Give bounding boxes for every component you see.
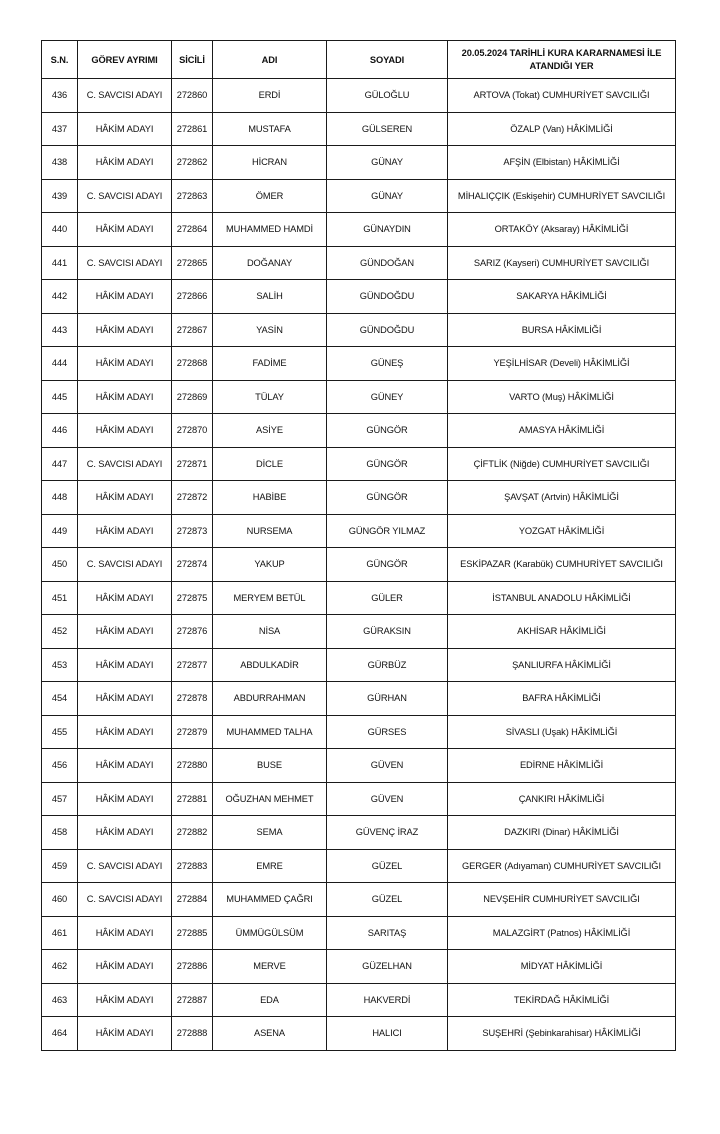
cell-last-name: SARITAŞ xyxy=(327,916,448,950)
cell-last-name: HAKVERDİ xyxy=(327,983,448,1017)
header-registry: SİCİLİ xyxy=(172,41,213,79)
cell-registry: 272868 xyxy=(172,347,213,381)
cell-appointment-place: TEKİRDAĞ HÂKİMLİĞİ xyxy=(448,983,676,1017)
cell-duty: HÂKİM ADAYI xyxy=(78,816,172,850)
cell-sn: 460 xyxy=(42,883,78,917)
cell-last-name: GÜVEN xyxy=(327,782,448,816)
cell-registry: 272877 xyxy=(172,648,213,682)
cell-sn: 446 xyxy=(42,414,78,448)
cell-first-name: ASİYE xyxy=(213,414,327,448)
table-row xyxy=(42,615,676,649)
cell-sn: 444 xyxy=(42,347,78,381)
cell-registry: 272860 xyxy=(172,79,213,113)
cell-last-name: HALICI xyxy=(327,1017,448,1051)
cell-appointment-place: VARTO (Muş) HÂKİMLİĞİ xyxy=(448,380,676,414)
cell-registry: 272881 xyxy=(172,782,213,816)
cell-first-name: MERYEM BETÜL xyxy=(213,581,327,615)
cell-first-name: ABDURRAHMAN xyxy=(213,682,327,716)
cell-last-name: GÜRAKSIN xyxy=(327,615,448,649)
cell-sn: 448 xyxy=(42,481,78,515)
table-row xyxy=(42,146,676,180)
cell-sn: 445 xyxy=(42,380,78,414)
cell-duty: HÂKİM ADAYI xyxy=(78,280,172,314)
cell-duty: C. SAVCISI ADAYI xyxy=(78,883,172,917)
cell-sn: 456 xyxy=(42,749,78,783)
cell-first-name: MERVE xyxy=(213,950,327,984)
cell-appointment-place: BURSA HÂKİMLİĞİ xyxy=(448,313,676,347)
cell-appointment-place: NEVŞEHİR CUMHURİYET SAVCILIĞI xyxy=(448,883,676,917)
cell-appointment-place: İSTANBUL ANADOLU HÂKİMLİĞİ xyxy=(448,581,676,615)
table-row xyxy=(42,1017,676,1051)
cell-duty: HÂKİM ADAYI xyxy=(78,112,172,146)
header-sn: S.N. xyxy=(42,41,78,79)
cell-sn: 436 xyxy=(42,79,78,113)
cell-duty: C. SAVCISI ADAYI xyxy=(78,79,172,113)
cell-registry: 272861 xyxy=(172,112,213,146)
cell-appointment-place: MALAZGİRT (Patnos) HÂKİMLİĞİ xyxy=(448,916,676,950)
cell-duty: HÂKİM ADAYI xyxy=(78,950,172,984)
table-body xyxy=(42,79,676,1051)
cell-registry: 272863 xyxy=(172,179,213,213)
cell-last-name: GÜZEL xyxy=(327,849,448,883)
cell-last-name: GÜNDOĞDU xyxy=(327,280,448,314)
cell-appointment-place: BAFRA HÂKİMLİĞİ xyxy=(448,682,676,716)
cell-registry: 272866 xyxy=(172,280,213,314)
cell-duty: C. SAVCISI ADAYI xyxy=(78,179,172,213)
table-row xyxy=(42,347,676,381)
cell-sn: 457 xyxy=(42,782,78,816)
header-row xyxy=(42,41,676,79)
cell-registry: 272867 xyxy=(172,313,213,347)
table-row xyxy=(42,749,676,783)
cell-duty: HÂKİM ADAYI xyxy=(78,782,172,816)
cell-last-name: GÜNAYDIN xyxy=(327,213,448,247)
cell-duty: HÂKİM ADAYI xyxy=(78,514,172,548)
cell-sn: 441 xyxy=(42,246,78,280)
table-row xyxy=(42,581,676,615)
appointment-table xyxy=(41,40,676,1051)
cell-appointment-place: GERGER (Adıyaman) CUMHURİYET SAVCILIĞI xyxy=(448,849,676,883)
cell-appointment-place: SAKARYA HÂKİMLİĞİ xyxy=(448,280,676,314)
cell-sn: 451 xyxy=(42,581,78,615)
cell-duty: HÂKİM ADAYI xyxy=(78,213,172,247)
cell-duty: HÂKİM ADAYI xyxy=(78,581,172,615)
cell-duty: HÂKİM ADAYI xyxy=(78,715,172,749)
cell-appointment-place: ÇİFTLİK (Niğde) CUMHURİYET SAVCILIĞI xyxy=(448,447,676,481)
cell-last-name: GÜNGÖR xyxy=(327,447,448,481)
cell-duty: HÂKİM ADAYI xyxy=(78,682,172,716)
cell-appointment-place: AMASYA HÂKİMLİĞİ xyxy=(448,414,676,448)
cell-sn: 453 xyxy=(42,648,78,682)
cell-sn: 443 xyxy=(42,313,78,347)
cell-registry: 272883 xyxy=(172,849,213,883)
cell-first-name: YAKUP xyxy=(213,548,327,582)
cell-first-name: FADİME xyxy=(213,347,327,381)
cell-sn: 462 xyxy=(42,950,78,984)
cell-first-name: SALİH xyxy=(213,280,327,314)
cell-registry: 272865 xyxy=(172,246,213,280)
cell-last-name: GÜNGÖR xyxy=(327,481,448,515)
table-row xyxy=(42,414,676,448)
cell-appointment-place: ORTAKÖY (Aksaray) HÂKİMLİĞİ xyxy=(448,213,676,247)
cell-sn: 458 xyxy=(42,816,78,850)
cell-first-name: MUSTAFA xyxy=(213,112,327,146)
table-row xyxy=(42,682,676,716)
cell-sn: 455 xyxy=(42,715,78,749)
cell-sn: 449 xyxy=(42,514,78,548)
cell-appointment-place: ÇANKIRI HÂKİMLİĞİ xyxy=(448,782,676,816)
cell-first-name: MUHAMMED TALHA xyxy=(213,715,327,749)
cell-registry: 272871 xyxy=(172,447,213,481)
cell-first-name: ABDULKADİR xyxy=(213,648,327,682)
header-appointment-place: 20.05.2024 TARİHLİ KURA KARARNAMESİ İLE ATANDIĞI YER xyxy=(448,41,676,79)
cell-last-name: GÜNDOĞAN xyxy=(327,246,448,280)
cell-first-name: YASİN xyxy=(213,313,327,347)
cell-appointment-place: YEŞİLHİSAR (Develi) HÂKİMLİĞİ xyxy=(448,347,676,381)
cell-duty: HÂKİM ADAYI xyxy=(78,481,172,515)
cell-last-name: GÜNGÖR xyxy=(327,548,448,582)
cell-appointment-place: YOZGAT HÂKİMLİĞİ xyxy=(448,514,676,548)
cell-registry: 272876 xyxy=(172,615,213,649)
cell-registry: 272879 xyxy=(172,715,213,749)
cell-first-name: MUHAMMED HAMDİ xyxy=(213,213,327,247)
cell-sn: 437 xyxy=(42,112,78,146)
cell-first-name: ÖMER xyxy=(213,179,327,213)
cell-duty: C. SAVCISI ADAYI xyxy=(78,246,172,280)
table-row xyxy=(42,816,676,850)
table-row xyxy=(42,648,676,682)
table-row xyxy=(42,983,676,1017)
header-duty: GÖREV AYRIMI xyxy=(78,41,172,79)
cell-registry: 272882 xyxy=(172,816,213,850)
cell-registry: 272873 xyxy=(172,514,213,548)
table-row xyxy=(42,313,676,347)
cell-duty: C. SAVCISI ADAYI xyxy=(78,447,172,481)
cell-sn: 461 xyxy=(42,916,78,950)
cell-appointment-place: ŞAVŞAT (Artvin) HÂKİMLİĞİ xyxy=(448,481,676,515)
table-row xyxy=(42,447,676,481)
cell-registry: 272872 xyxy=(172,481,213,515)
cell-first-name: ASENA xyxy=(213,1017,327,1051)
table-row xyxy=(42,179,676,213)
cell-appointment-place: AFŞİN (Elbistan) HÂKİMLİĞİ xyxy=(448,146,676,180)
cell-sn: 454 xyxy=(42,682,78,716)
table-row xyxy=(42,548,676,582)
cell-sn: 452 xyxy=(42,615,78,649)
cell-last-name: GÜNDOĞDU xyxy=(327,313,448,347)
header-first-name: ADI xyxy=(213,41,327,79)
cell-duty: HÂKİM ADAYI xyxy=(78,749,172,783)
cell-sn: 447 xyxy=(42,447,78,481)
table-row xyxy=(42,380,676,414)
cell-registry: 272862 xyxy=(172,146,213,180)
cell-first-name: BUSE xyxy=(213,749,327,783)
cell-appointment-place: MİDYAT HÂKİMLİĞİ xyxy=(448,950,676,984)
cell-registry: 272887 xyxy=(172,983,213,1017)
cell-registry: 272880 xyxy=(172,749,213,783)
table-header xyxy=(42,41,676,79)
cell-appointment-place: SUŞEHRİ (Şebinkarahisar) HÂKİMLİĞİ xyxy=(448,1017,676,1051)
cell-appointment-place: EDİRNE HÂKİMLİĞİ xyxy=(448,749,676,783)
cell-duty: HÂKİM ADAYI xyxy=(78,648,172,682)
cell-duty: HÂKİM ADAYI xyxy=(78,615,172,649)
cell-first-name: SEMA xyxy=(213,816,327,850)
cell-sn: 439 xyxy=(42,179,78,213)
cell-registry: 272884 xyxy=(172,883,213,917)
cell-registry: 272864 xyxy=(172,213,213,247)
table-row xyxy=(42,280,676,314)
cell-last-name: GÜNGÖR xyxy=(327,414,448,448)
table-row xyxy=(42,916,676,950)
table-row xyxy=(42,246,676,280)
cell-duty: HÂKİM ADAYI xyxy=(78,313,172,347)
cell-sn: 442 xyxy=(42,280,78,314)
cell-last-name: GÜNEY xyxy=(327,380,448,414)
cell-sn: 440 xyxy=(42,213,78,247)
cell-appointment-place: ESKİPAZAR (Karabük) CUMHURİYET SAVCILIĞI xyxy=(448,548,676,582)
cell-sn: 459 xyxy=(42,849,78,883)
cell-duty: HÂKİM ADAYI xyxy=(78,146,172,180)
cell-last-name: GÜLER xyxy=(327,581,448,615)
cell-duty: HÂKİM ADAYI xyxy=(78,347,172,381)
cell-sn: 463 xyxy=(42,983,78,1017)
table-row xyxy=(42,481,676,515)
cell-appointment-place: ARTOVA (Tokat) CUMHURİYET SAVCILIĞI xyxy=(448,79,676,113)
cell-registry: 272885 xyxy=(172,916,213,950)
table-row xyxy=(42,112,676,146)
cell-sn: 450 xyxy=(42,548,78,582)
cell-first-name: ÜMMÜGÜLSÜM xyxy=(213,916,327,950)
cell-appointment-place: ŞANLIURFA HÂKİMLİĞİ xyxy=(448,648,676,682)
cell-first-name: HİCRAN xyxy=(213,146,327,180)
cell-last-name: GÜLSEREN xyxy=(327,112,448,146)
cell-duty: HÂKİM ADAYI xyxy=(78,414,172,448)
cell-first-name: NİSA xyxy=(213,615,327,649)
cell-registry: 272888 xyxy=(172,1017,213,1051)
cell-registry: 272870 xyxy=(172,414,213,448)
cell-sn: 464 xyxy=(42,1017,78,1051)
cell-appointment-place: ÖZALP (Van) HÂKİMLİĞİ xyxy=(448,112,676,146)
cell-appointment-place: SARIZ (Kayseri) CUMHURİYET SAVCILIĞI xyxy=(448,246,676,280)
cell-appointment-place: MİHALIÇÇIK (Eskişehir) CUMHURİYET SAVCILIĞI xyxy=(448,179,676,213)
cell-last-name: GÜNAY xyxy=(327,146,448,180)
cell-last-name: GÜNAY xyxy=(327,179,448,213)
table-row xyxy=(42,715,676,749)
cell-registry: 272869 xyxy=(172,380,213,414)
cell-last-name: GÜRHAN xyxy=(327,682,448,716)
table-row xyxy=(42,782,676,816)
cell-sn: 438 xyxy=(42,146,78,180)
cell-last-name: GÜRSES xyxy=(327,715,448,749)
cell-last-name: GÜVENÇ İRAZ xyxy=(327,816,448,850)
cell-duty: C. SAVCISI ADAYI xyxy=(78,849,172,883)
cell-duty: HÂKİM ADAYI xyxy=(78,983,172,1017)
cell-first-name: HABİBE xyxy=(213,481,327,515)
cell-registry: 272878 xyxy=(172,682,213,716)
table-row xyxy=(42,213,676,247)
cell-registry: 272886 xyxy=(172,950,213,984)
cell-last-name: GÜVEN xyxy=(327,749,448,783)
cell-registry: 272875 xyxy=(172,581,213,615)
cell-last-name: GÜLOĞLU xyxy=(327,79,448,113)
table-row xyxy=(42,514,676,548)
cell-first-name: NURSEMA xyxy=(213,514,327,548)
cell-first-name: MUHAMMED ÇAĞRI xyxy=(213,883,327,917)
cell-last-name: GÜNEŞ xyxy=(327,347,448,381)
cell-first-name: DOĞANAY xyxy=(213,246,327,280)
table-row xyxy=(42,883,676,917)
cell-last-name: GÜZELHAN xyxy=(327,950,448,984)
cell-last-name: GÜNGÖR YILMAZ xyxy=(327,514,448,548)
cell-registry: 272874 xyxy=(172,548,213,582)
cell-first-name: OĞUZHAN MEHMET xyxy=(213,782,327,816)
cell-duty: HÂKİM ADAYI xyxy=(78,1017,172,1051)
cell-appointment-place: DAZKIRI (Dinar) HÂKİMLİĞİ xyxy=(448,816,676,850)
cell-duty: C. SAVCISI ADAYI xyxy=(78,548,172,582)
cell-first-name: EMRE xyxy=(213,849,327,883)
cell-first-name: TÜLAY xyxy=(213,380,327,414)
cell-last-name: GÜRBÜZ xyxy=(327,648,448,682)
cell-first-name: DİCLE xyxy=(213,447,327,481)
cell-duty: HÂKİM ADAYI xyxy=(78,916,172,950)
cell-last-name: GÜZEL xyxy=(327,883,448,917)
cell-duty: HÂKİM ADAYI xyxy=(78,380,172,414)
cell-appointment-place: AKHİSAR HÂKİMLİĞİ xyxy=(448,615,676,649)
table-row xyxy=(42,79,676,113)
cell-first-name: EDA xyxy=(213,983,327,1017)
cell-first-name: ERDİ xyxy=(213,79,327,113)
header-last-name: SOYADI xyxy=(327,41,448,79)
table-row xyxy=(42,950,676,984)
cell-appointment-place: SİVASLI (Uşak) HÂKİMLİĞİ xyxy=(448,715,676,749)
table-row xyxy=(42,849,676,883)
